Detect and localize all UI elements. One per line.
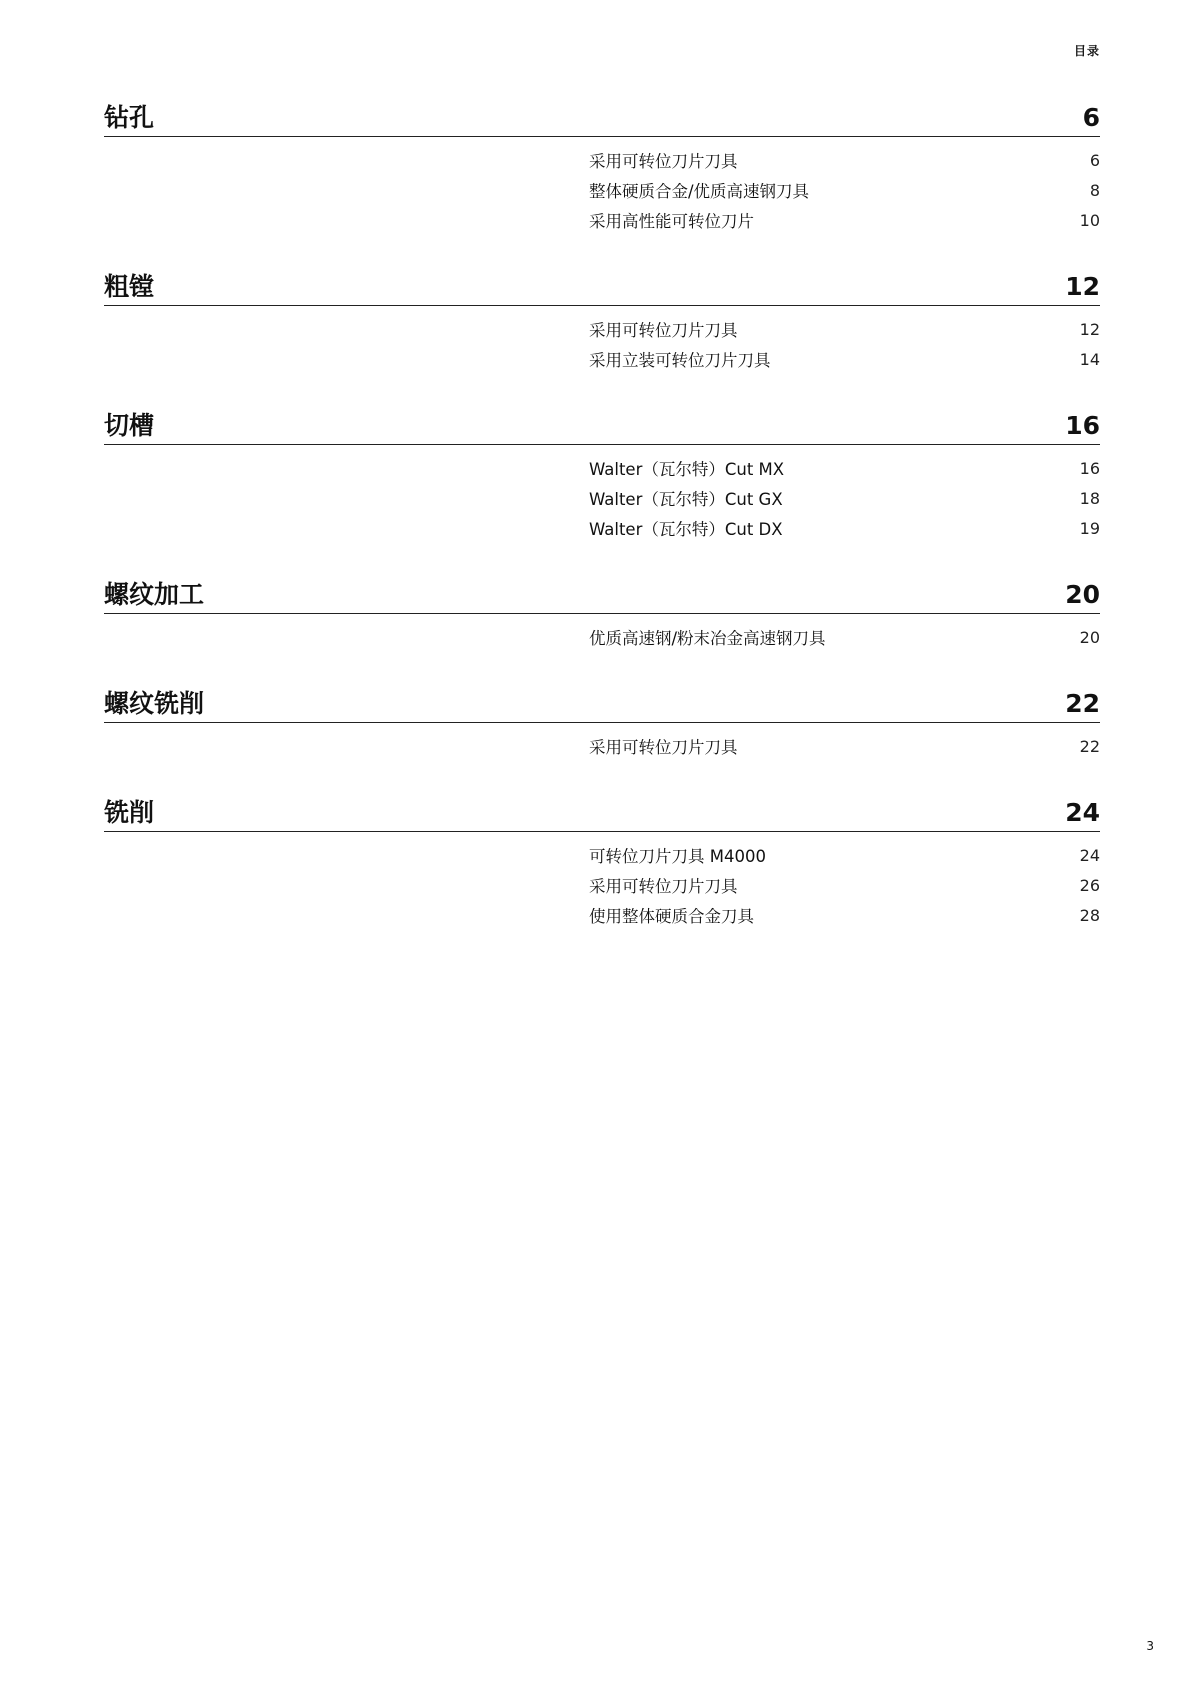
entry-label: Walter（瓦尔特）Cut DX	[589, 520, 783, 539]
entry-page-number: 22	[1079, 736, 1100, 756]
table-of-contents	[104, 84, 1100, 948]
entry-page-number: 12	[1079, 319, 1100, 339]
entry-label: 采用可转位刀片刀具	[589, 877, 738, 896]
toc-entry[interactable]	[589, 453, 1100, 483]
section-entries	[104, 622, 1100, 652]
entry-label: 使用整体硬质合金刀具	[589, 907, 754, 926]
toc-section	[104, 779, 1100, 930]
section-title: 螺纹加工	[104, 580, 205, 609]
section-heading	[104, 253, 1100, 306]
entry-label: 可转位刀片刀具 M4000	[589, 847, 766, 866]
section-page-number: 16	[1065, 411, 1100, 440]
entry-page-number: 26	[1079, 875, 1100, 895]
entry-page-number: 16	[1079, 458, 1100, 478]
section-heading	[104, 779, 1100, 832]
entry-label: Walter（瓦尔特）Cut GX	[589, 490, 783, 509]
section-page-number: 24	[1065, 798, 1100, 827]
toc-entry[interactable]	[589, 205, 1100, 235]
toc-entry[interactable]	[589, 483, 1100, 513]
toc-section	[104, 84, 1100, 235]
entry-page-number: 14	[1079, 349, 1100, 369]
section-title: 铣削	[104, 798, 155, 827]
section-heading	[104, 670, 1100, 723]
section-title: 粗镗	[104, 272, 155, 301]
section-title: 钻孔	[104, 103, 155, 132]
entry-page-number: 6	[1089, 150, 1100, 170]
entry-label: 采用可转位刀片刀具	[589, 321, 738, 340]
toc-entry[interactable]	[589, 344, 1100, 374]
entry-label: 采用可转位刀片刀具	[589, 152, 738, 171]
entry-page-number: 8	[1089, 180, 1100, 200]
entry-page-number: 19	[1079, 518, 1100, 538]
toc-entry[interactable]	[589, 314, 1100, 344]
toc-entry[interactable]	[589, 513, 1100, 543]
toc-entry[interactable]	[589, 175, 1100, 205]
section-entries	[104, 840, 1100, 930]
entry-page-number: 18	[1079, 488, 1100, 508]
entry-page-number: 28	[1079, 905, 1100, 925]
toc-entry[interactable]	[589, 870, 1100, 900]
section-entries	[104, 145, 1100, 235]
section-entries	[104, 453, 1100, 543]
toc-entry[interactable]	[589, 731, 1100, 761]
toc-entry[interactable]	[589, 900, 1100, 930]
section-entries	[104, 731, 1100, 761]
entry-label: 采用立装可转位刀片刀具	[589, 351, 771, 370]
section-title: 切槽	[104, 411, 155, 440]
entry-label: 整体硬质合金/优质高速钢刀具	[589, 182, 810, 201]
toc-section	[104, 253, 1100, 374]
toc-section	[104, 392, 1100, 543]
entry-page-number: 20	[1079, 627, 1100, 647]
section-heading	[104, 561, 1100, 614]
section-heading	[104, 392, 1100, 445]
toc-entry[interactable]	[589, 840, 1100, 870]
section-page-number: 20	[1065, 580, 1100, 609]
entry-page-number: 24	[1079, 845, 1100, 865]
section-title: 螺纹铣削	[104, 689, 205, 718]
section-entries	[104, 314, 1100, 374]
section-page-number: 12	[1065, 272, 1100, 301]
running-header: 目录	[1073, 44, 1100, 58]
section-heading	[104, 84, 1100, 137]
entry-label: Walter（瓦尔特）Cut MX	[589, 460, 785, 479]
page-number: 3	[1146, 1639, 1154, 1653]
section-page-number: 22	[1065, 689, 1100, 718]
toc-section	[104, 670, 1100, 761]
entry-page-number: 10	[1079, 210, 1100, 230]
toc-entry[interactable]	[589, 622, 1100, 652]
entry-label: 采用高性能可转位刀片	[589, 212, 754, 231]
entry-label: 采用可转位刀片刀具	[589, 738, 738, 757]
toc-entry[interactable]	[589, 145, 1100, 175]
entry-label: 优质高速钢/粉末冶金高速钢刀具	[589, 629, 826, 648]
toc-section	[104, 561, 1100, 652]
section-page-number: 6	[1082, 103, 1100, 132]
